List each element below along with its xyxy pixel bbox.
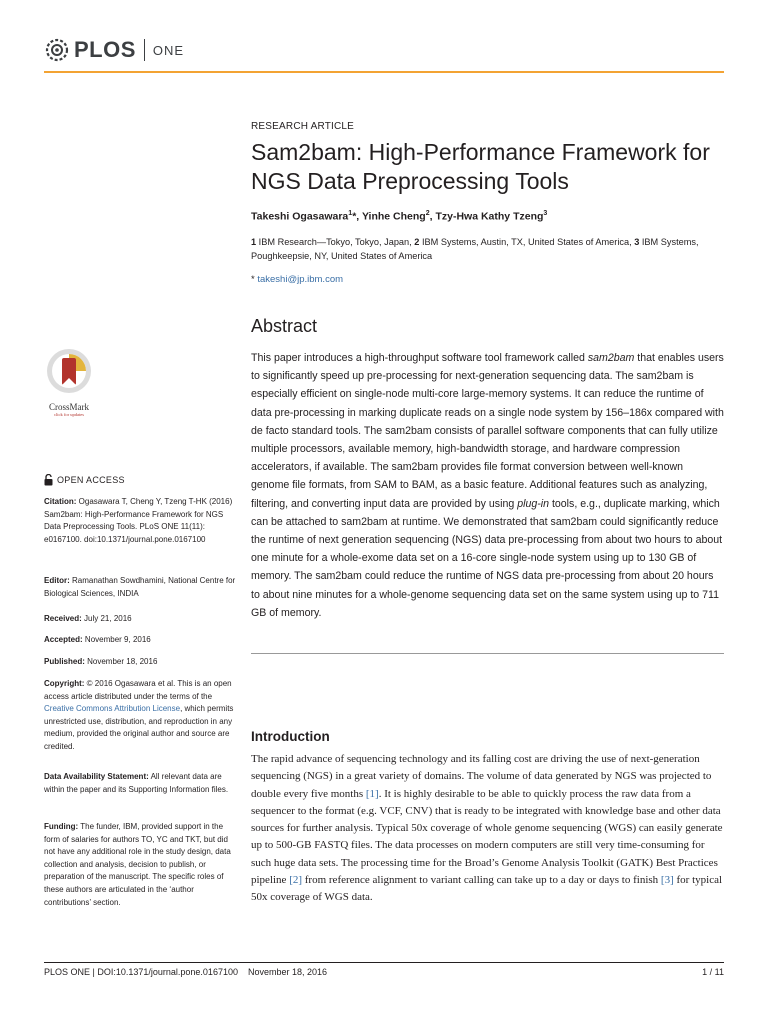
author-affiliation-marker: 3 (543, 210, 548, 217)
affiliation-number: 3 (634, 237, 640, 247)
funding-text: The funder, IBM, provided support in the form of salaries for authors TO, YC and TKT, but did not have any additional role in the study design, data collection and analysis, decision to publish, or preparation of the manuscript. The specific roles of these authors are articulated in the ‘author contributions’ section. (44, 822, 231, 907)
article-type: RESEARCH ARTICLE (251, 121, 355, 132)
crossmark-badge[interactable] (44, 347, 94, 417)
abstract-text (251, 349, 724, 622)
published-date: November 18, 2016 (87, 657, 158, 666)
editor-block (44, 575, 238, 600)
affiliation-number: 1 (251, 237, 257, 247)
abstract-emphasis: sam2bam (587, 352, 635, 364)
data-availability-text: All relevant data are within the paper and its Supporting Information files. (44, 772, 229, 794)
copyright-text-before: © 2016 Ogasawara et al. This is an open access article distributed under the terms of the (44, 679, 232, 701)
published-block (44, 656, 238, 669)
open-access-badge (44, 474, 125, 486)
email-link[interactable]: takeshi@jp.ibm.com (257, 274, 344, 285)
funding-label: Funding: (44, 822, 79, 831)
plos-atom-icon (44, 37, 70, 63)
editor-label: Editor: (44, 576, 70, 585)
author-affiliation-marker: 1 (348, 210, 353, 217)
introduction-run: from reference alignment to variant calling can take up to a day or days to finish (302, 874, 661, 887)
accepted-block (44, 634, 238, 647)
published-label: Published: (44, 657, 85, 666)
received-block (44, 613, 238, 626)
author-name: Tzy-Hwa Kathy Tzeng (435, 210, 544, 223)
author-affiliation-marker: 2 (425, 210, 430, 217)
abstract-emphasis: plug-in (517, 497, 550, 510)
footer-rule (44, 962, 724, 963)
author-name: Takeshi Ogasawara (251, 210, 349, 223)
author-name: Yinhe Cheng (361, 210, 426, 223)
abstract-divider (251, 653, 724, 654)
crossmark-icon (45, 347, 93, 395)
abstract-heading: Abstract (251, 316, 318, 336)
citation-text: Ogasawara T, Cheng Y, Tzeng T-HK (2016) Sam2bam: High-Performance Framework for NGS Data Preprocessing Tools. PLoS ONE 11(11): e0167100. doi:10.1371/journal.pone.0167100 (44, 497, 233, 544)
email-marker: * (251, 274, 255, 285)
corresponding-email (251, 274, 343, 285)
abstract-run: that enables users to significantly speed up pre-processing for next-generation sequencing data. The sam2bam is especially efficient on single-node multi-core large-memory systems. It can reduce the runtime of data pre-processing in marking duplicate reads on a single node system by 156–186x compared with de facto standard tools. The sam2bam consists of parallel software components that can fully utilize multiple processors, available memory, high-bandwidth storage, and hardware compression accelerators, if available. The sam2bam provides file format conversion between well-known genome file formats, from SAM to BAM, as a basic feature. Additional features such as analyzing, filtering, and converting input data are provided by using (251, 352, 724, 510)
crossmark-label: CrossMark (49, 402, 89, 412)
editor-text: Ramanathan Sowdhamini, National Centre for Biological Sciences, INDIA (44, 576, 236, 598)
copyright-block (44, 678, 238, 754)
open-access-label: OPEN ACCESS (57, 475, 125, 485)
corresponding-author-marker: * (352, 210, 357, 223)
footer-citation: PLOS ONE | DOI:10.1371/journal.pone.0167100 November 18, 2016 (44, 967, 328, 977)
accepted-date: November 9, 2016 (84, 635, 151, 644)
affiliation-text: IBM Research—Tokyo, Tokyo, Japan, (256, 237, 415, 247)
plos-one-logo[interactable] (44, 32, 184, 68)
author-list: Takeshi Ogasawara$^1$*, Yinhe Cheng$^2$, Tzy-Hwa Kathy Tzeng$^3$ (251, 210, 548, 223)
page-number: 1 / 11 (702, 967, 724, 977)
crossmark-sublabel: click for updates (54, 412, 84, 417)
introduction-heading: Introduction (251, 729, 330, 744)
affiliation-number: 2 (414, 237, 420, 247)
affiliation-text: IBM Systems, Austin, TX, United States of America, (419, 237, 635, 247)
accepted-label: Accepted: (44, 635, 83, 644)
reference-link[interactable]: [3] (660, 874, 674, 887)
license-link[interactable]: Creative Commons Attribution License (44, 704, 181, 714)
affiliation-text: IBM Systems, Poughkeepsie, NY, United States of America (251, 237, 699, 261)
reference-link[interactable]: [2] (289, 874, 303, 887)
abstract-run: This paper introduces a high-throughput software tool framework called (251, 352, 588, 364)
introduction-run: The rapid advance of sequencing technology and its falling cost are driving the use of next-generation sequencing (NGS) in a great variety of domains. The volume of data generated by NGS was projected to double every five months (251, 753, 712, 800)
logo-divider (144, 39, 145, 61)
plos-brand: PLOS (74, 37, 136, 62)
copyright-text-after: , which permits unrestricted use, distribution, and reproduction in any medium, provided the original author and source are credited. (44, 704, 234, 751)
citation-label: Citation: (44, 497, 77, 506)
header-rule (44, 71, 724, 73)
data-availability-block (44, 771, 238, 796)
received-date: July 21, 2016 (84, 614, 132, 623)
affiliations (251, 235, 726, 263)
journal-name: ONE (152, 42, 185, 58)
reference-link[interactable]: [1] (365, 787, 379, 800)
open-lock-icon (44, 474, 53, 486)
introduction-run: . It is highly desirable to be able to quickly process the raw data from a sequencer to the format (e.g. VCF, CNV) that is ready to be integrated with knowledge base and other data sources for further analysis. Typical 50x coverage of whole genome sequencing (WGS) can easily generate up to 500-GB FASTQ files. The data processes on modern computers are still very time-consuming for such huge data sets. The processing time for the Broad’s Genome Analysis Toolkit (GATK) Best Practices pipeline (251, 787, 723, 887)
citation-block (44, 496, 238, 546)
copyright-label: Copyright: (44, 679, 85, 688)
introduction-text (251, 751, 724, 907)
data-availability-label: Data Availability Statement: (44, 772, 149, 781)
introduction-run: for typical 50x coverage of WGS data. (251, 874, 723, 904)
abstract-run: tools, e.g., duplicate marking, which can be attached to sam2bam at runtime. We demonstrated that sam2bam could significantly reduce the runtime of next generation sequencing (NGS) data pre-processing from about two hours to about one minute for a whole-exome data set on a 16-core single-node system using up to 130 GB of memory. The sam2bam could reduce the runtime of NGS data pre-processing from about 20 hours to about nine minutes for a whole-genome sequencing data set on the same system using up to 711 GB of memory. (251, 497, 723, 619)
article-title: Sam2bam: High-Performance Framework for NGS Data Preprocessing Tools (251, 139, 710, 194)
funding-block (44, 821, 238, 909)
received-label: Received: (44, 614, 82, 623)
